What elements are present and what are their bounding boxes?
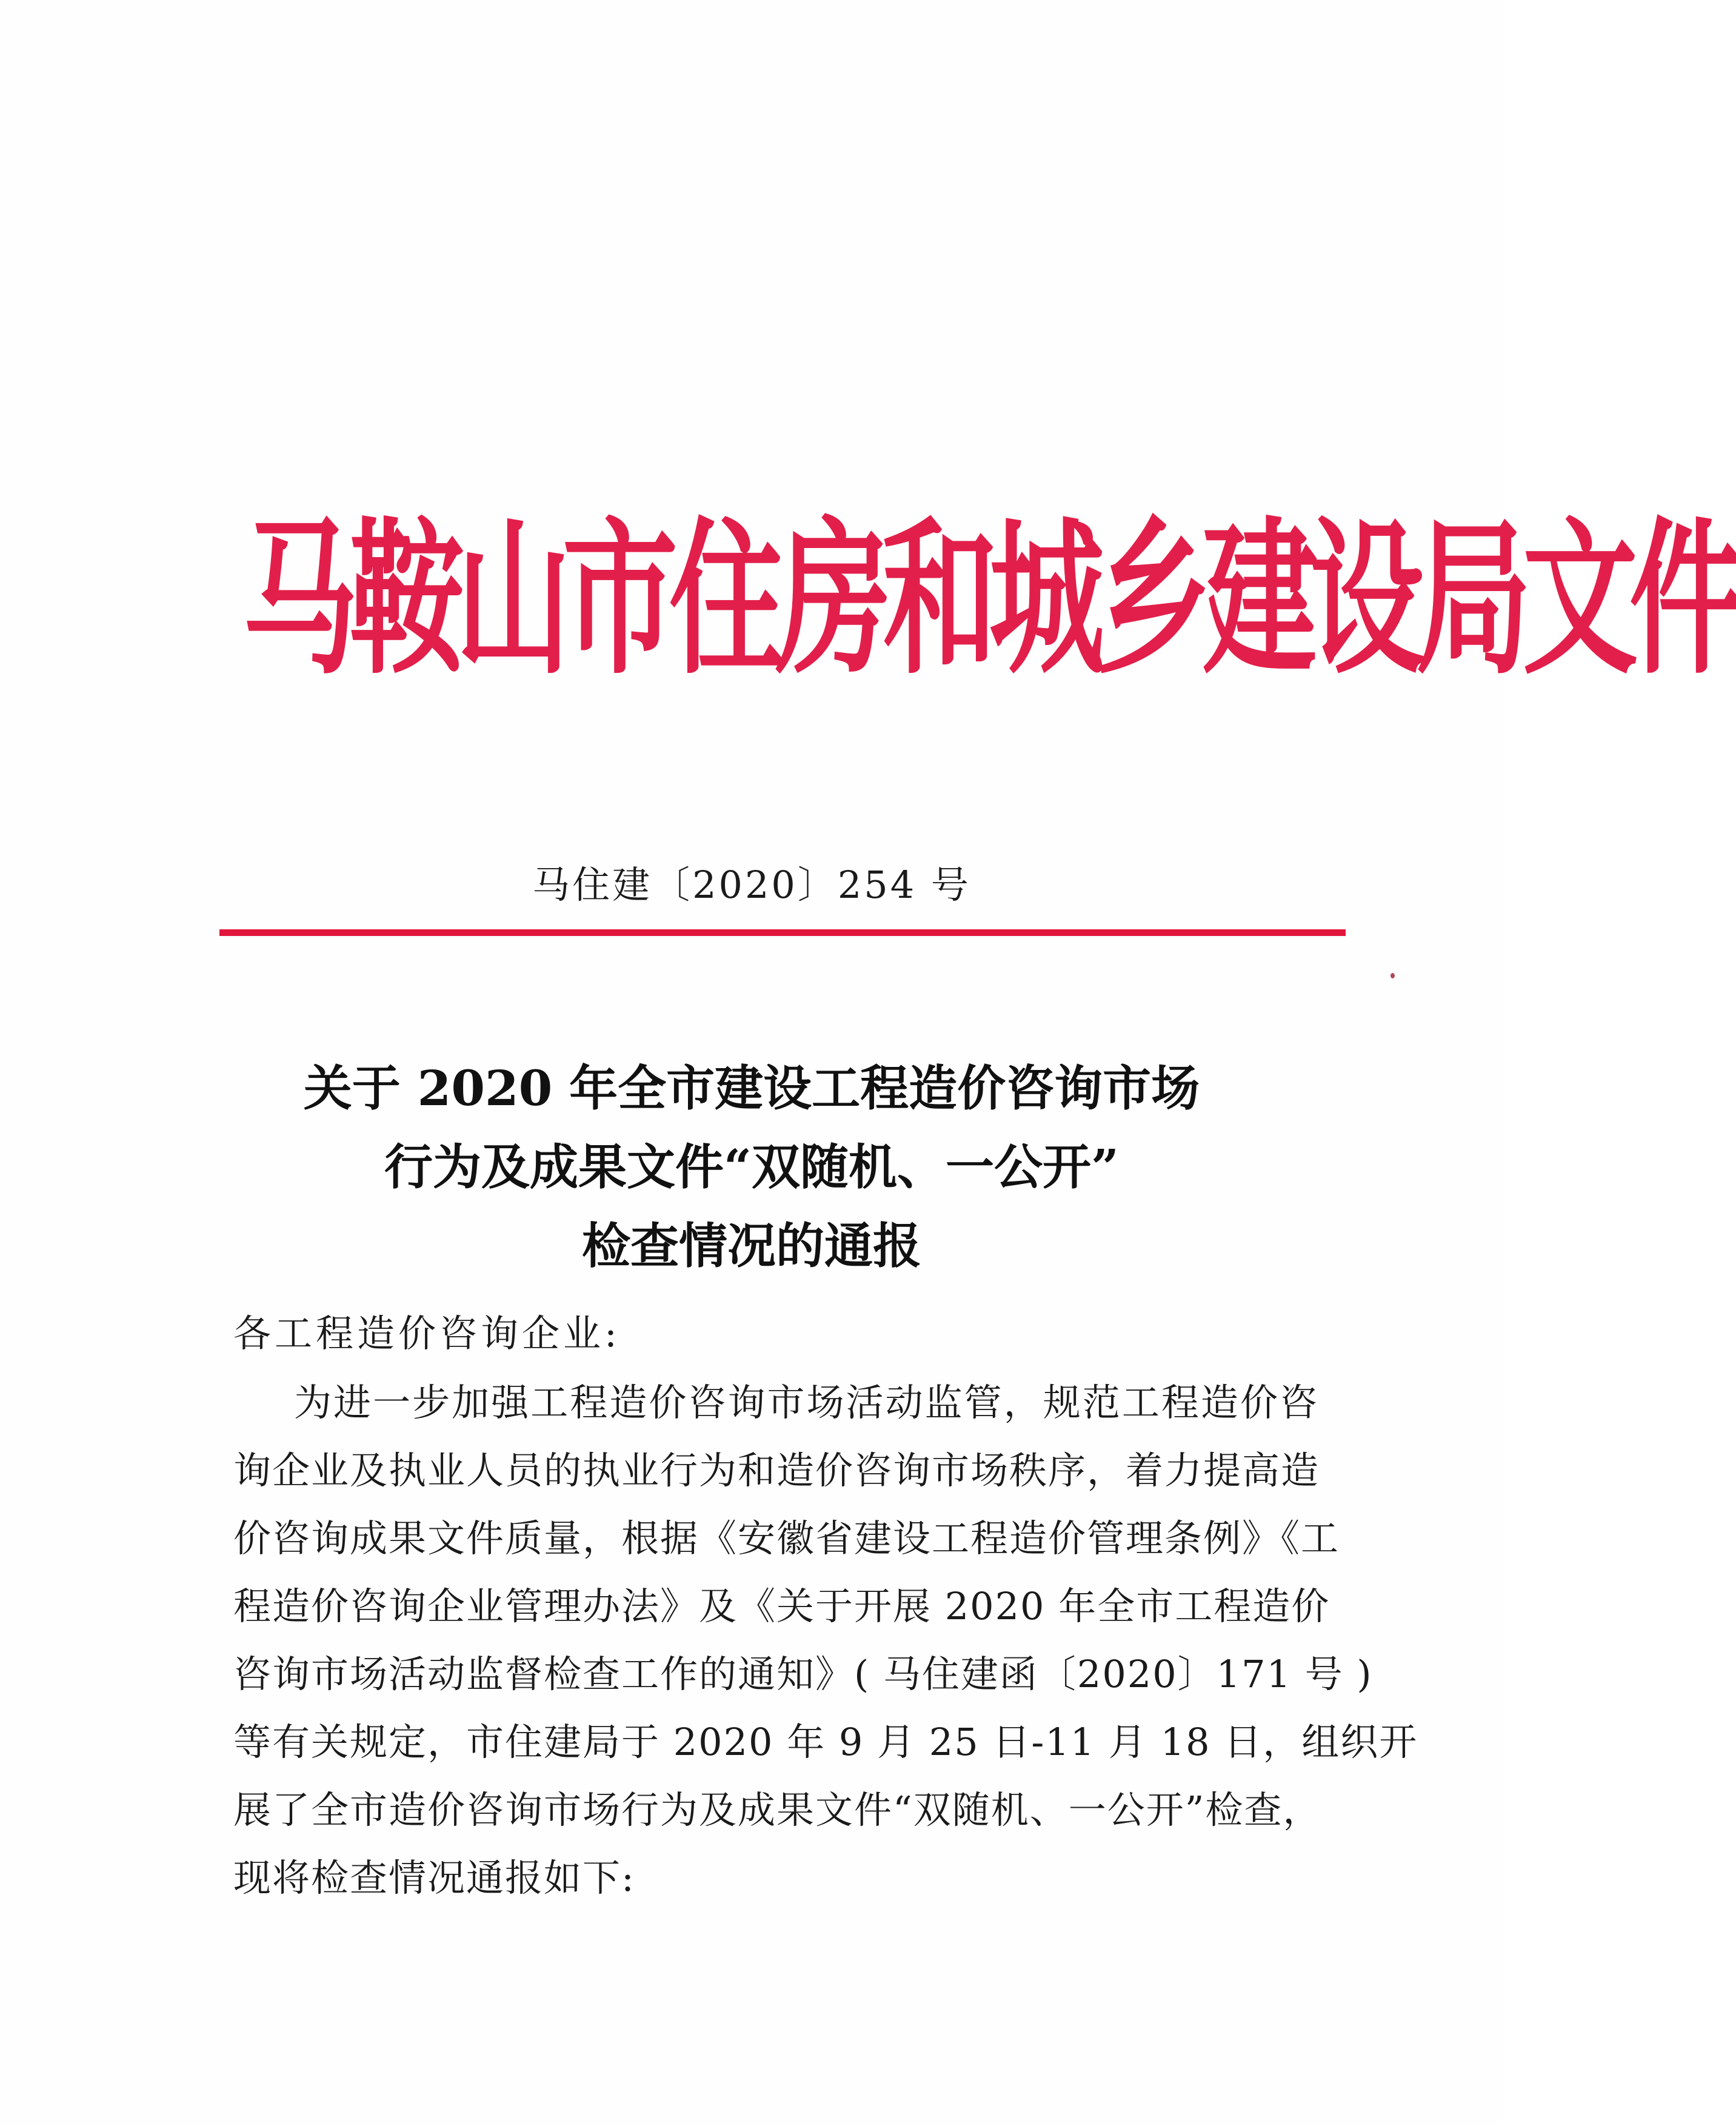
- scan-speck: [1390, 973, 1395, 978]
- issuer-header-title: 马鞍山市住房和城乡建设局文件: [242, 503, 1736, 697]
- body-line: 价咨询成果文件质量，根据《安徽省建设工程造价管理条例》《工: [233, 1516, 1340, 1560]
- body-line: 为进一步加强工程造价咨询市场活动监管，规范工程造价咨: [294, 1380, 1318, 1425]
- addressee: 各工程造价咨询企业:: [233, 1311, 621, 1355]
- red-separator-line: [219, 929, 1346, 936]
- subject-line: 关于 2020 年全市建设工程造价咨询市场: [303, 1060, 1200, 1117]
- subject-line: 行为及成果文件“双随机、一公开”: [384, 1138, 1120, 1195]
- subject-line: 检查情况的通报: [582, 1217, 921, 1274]
- body-paragraph: [233, 1369, 1418, 1912]
- document-number: 马住建〔2020〕254 号: [532, 863, 971, 907]
- body-line: 等有关规定，市住建局于 2020 年 9 月 25 日-11 月 18 日，组织开: [233, 1720, 1418, 1764]
- document-subject: [0, 1049, 1503, 1285]
- body-line: 咨询市场活动监督检查工作的通知》( 马住建函〔2020〕171 号 ): [233, 1652, 1373, 1696]
- body-line: 询企业及执业人员的执业行为和造价咨询市场秩序，着力提高造: [233, 1448, 1320, 1493]
- body-line: 展了全市造价咨询市场行为及成果文件“双随机、一公开”检查，: [233, 1788, 1322, 1832]
- body-line: 程造价咨询企业管理办法》及《关于开展 2020 年全市工程造价: [233, 1584, 1330, 1628]
- body-line: 现将检查情况通报如下:: [233, 1856, 635, 1900]
